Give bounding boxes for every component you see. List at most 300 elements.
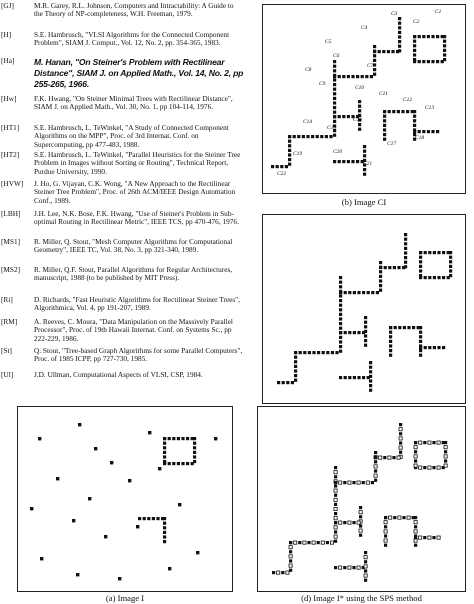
tree-pixel [334, 484, 337, 487]
cluster-pixel [163, 526, 166, 529]
tree-pixel [423, 441, 426, 444]
tree-pixel [289, 564, 292, 567]
tree-pixel [339, 345, 342, 348]
tree-pixel [419, 335, 422, 338]
terminal-pixel [72, 519, 75, 522]
tree-pixel [399, 423, 402, 426]
tree-pixel [384, 534, 387, 537]
tree-pixel [334, 498, 337, 501]
tree-pixel [373, 50, 376, 53]
tree-pixel [379, 284, 382, 287]
tree-pixel [394, 326, 397, 329]
tree-pixel [333, 115, 336, 118]
tree-pixel [419, 340, 422, 343]
tree-pixel [348, 566, 351, 569]
tree-pixel [369, 384, 372, 387]
tree-pixel [339, 317, 342, 320]
tree-pixel [378, 50, 381, 53]
tree-pixel [443, 40, 446, 43]
tree-pixel [333, 111, 336, 114]
tree-pixel [317, 541, 320, 544]
tree-pixel [288, 140, 291, 143]
tree-pixel [333, 97, 336, 100]
tree-pixel [371, 291, 374, 294]
tree-pixel [389, 331, 392, 334]
tree-pixel [404, 251, 407, 254]
reference-key: [MS2] [1, 265, 21, 274]
tree-pixel [413, 124, 416, 127]
tree-pixel [369, 366, 372, 369]
tree-pixel [373, 54, 376, 57]
cluster-pixel [163, 446, 166, 449]
tree-pixel [444, 455, 447, 458]
terminal-pixel [30, 507, 33, 510]
tree-pixel [443, 58, 446, 61]
tree-pixel [437, 441, 440, 444]
tree-pixel [422, 35, 425, 38]
tree-pixel [343, 566, 346, 569]
component-label: C20 [333, 149, 343, 155]
tree-pixel [433, 251, 436, 254]
tree-pixel [285, 165, 288, 168]
tree-pixel [392, 456, 395, 459]
tree-pixel [334, 566, 337, 569]
tree-pixel [339, 340, 342, 343]
tree-pixel [374, 465, 377, 468]
tree-pixel [428, 276, 431, 279]
component-label: C4 [361, 25, 368, 31]
tree-pixel [359, 534, 362, 537]
tree-pixel [393, 516, 396, 519]
tree-pixel [366, 481, 369, 484]
tree-pixel [419, 269, 422, 272]
tree-pixel [342, 160, 345, 163]
tree-pixel [363, 173, 366, 176]
tree-pixel [271, 165, 274, 168]
tree-pixel [294, 374, 297, 377]
cluster-pixel [181, 437, 184, 440]
tree-pixel [407, 516, 410, 519]
cluster-pixel [138, 517, 141, 520]
tree-pixel [389, 516, 392, 519]
tree-pixel [334, 530, 337, 533]
component-label: C13 [425, 105, 435, 111]
tree-pixel [379, 270, 382, 273]
tree-pixel [357, 291, 360, 294]
tree-pixel [428, 346, 431, 349]
cluster-pixel [163, 455, 166, 458]
reference-key: [HT1] [1, 123, 20, 132]
tree-pixel [413, 40, 416, 43]
cluster-pixel [172, 437, 175, 440]
reference-text: Q. Stout, "Tree-based Graph Algorithms for some Parallel Computers", Proc. of 1985 ICPP, pp 727-730, 1985. [34, 346, 243, 364]
tree-pixel [343, 481, 346, 484]
component-label: C17 [387, 141, 397, 147]
tree-pixel [348, 521, 351, 524]
reference-key: [HVW] [1, 179, 24, 188]
tree-pixel [334, 494, 337, 497]
tree-pixel [302, 135, 305, 138]
tree-pixel [331, 351, 334, 354]
tree-pixel [334, 540, 337, 543]
tree-pixel [364, 339, 367, 342]
tree-pixel [397, 110, 400, 113]
terminal-pixel [118, 577, 121, 580]
tree-pixel [398, 45, 401, 48]
tree-pixel [288, 144, 291, 147]
reference-text: D. Richards, "Fast Heuristic Algorithms for Rectilinear Steiner Trees", Algorithmica, Vol. 4, pp 191-207, 1989. [34, 295, 240, 313]
tree-pixel [414, 441, 417, 444]
tree-pixel [404, 247, 407, 250]
tree-pixel [433, 346, 436, 349]
tree-pixel [294, 369, 297, 372]
tree-pixel [399, 446, 402, 449]
tree-pixel [347, 75, 350, 78]
tree-pixel [326, 351, 329, 354]
tree-pixel [371, 481, 374, 484]
tree-pixel [333, 120, 336, 123]
tree-pixel [359, 506, 362, 509]
cluster-pixel [147, 517, 150, 520]
tree-pixel [334, 471, 337, 474]
tree-pixel [379, 275, 382, 278]
tree-pixel [436, 130, 439, 133]
cluster-pixel [163, 442, 166, 445]
tree-pixel [444, 459, 447, 462]
tree-pixel [339, 308, 342, 311]
tree-pixel [432, 466, 435, 469]
terminal-pixel [38, 437, 41, 440]
tree-pixel [339, 327, 342, 330]
reference-key: [Hw] [1, 94, 17, 103]
tree-pixel [294, 356, 297, 359]
tree-pixel [384, 544, 387, 547]
tree-pixel [352, 481, 355, 484]
figure-a-image [18, 407, 232, 591]
tree-pixel [333, 106, 336, 109]
tree-pixel [339, 294, 342, 297]
tree-pixel [431, 130, 434, 133]
tree-pixel [427, 130, 430, 133]
terminal-pixel [136, 525, 139, 528]
tree-pixel [363, 150, 366, 153]
cluster-pixel [193, 442, 196, 445]
tree-pixel [398, 326, 401, 329]
tree-pixel [365, 75, 368, 78]
tree-pixel [437, 536, 440, 539]
tree-pixel [398, 17, 401, 20]
tree-pixel [419, 256, 422, 259]
tree-pixel [399, 437, 402, 440]
tree-pixel [418, 35, 421, 38]
tree-pixel [320, 135, 323, 138]
tree-pixel [383, 456, 386, 459]
tree-pixel [419, 326, 422, 329]
tree-pixel [443, 53, 446, 56]
tree-pixel [389, 335, 392, 338]
tree-pixel [444, 450, 447, 453]
tree-pixel [413, 35, 416, 38]
tree-pixel [363, 145, 366, 148]
tree-pixel [333, 60, 336, 63]
tree-pixel [317, 351, 320, 354]
tree-pixel [339, 285, 342, 288]
tree-pixel [379, 261, 382, 264]
cluster-pixel [163, 540, 166, 543]
tree-pixel [357, 331, 360, 334]
tree-pixel [437, 276, 440, 279]
tree-pixel [344, 376, 347, 379]
tree-pixel [342, 75, 345, 78]
reference-text: J. Ho, G. Vijayan, C.K. Wong, "A New Approach to the Rectilinear Steiner Tree Problem", Proc. of 26th ACM/IEEE Design Automation Conf., 1989. [34, 179, 236, 205]
tree-pixel [428, 536, 431, 539]
tree-pixel [364, 565, 367, 568]
terminal-pixel [56, 477, 59, 480]
tree-pixel [449, 256, 452, 259]
terminal-pixel [40, 557, 43, 560]
terminal-pixel [168, 567, 171, 570]
component-label: C11 [379, 91, 388, 97]
tree-pixel [379, 279, 382, 282]
tree-pixel [351, 160, 354, 163]
tree-pixel [353, 291, 356, 294]
tree-pixel [449, 269, 452, 272]
tree-pixel [424, 346, 427, 349]
tree-pixel [404, 261, 407, 264]
tree-pixel [373, 59, 376, 62]
tree-pixel [424, 276, 427, 279]
tree-pixel [376, 291, 379, 294]
reference-key: [Ri] [1, 295, 13, 304]
terminal-pixel [128, 479, 131, 482]
tree-pixel [364, 569, 367, 572]
tree-pixel [303, 351, 306, 354]
tree-pixel [398, 31, 401, 34]
tree-pixel [449, 265, 452, 268]
reference-key: [LBH] [1, 209, 21, 218]
reference-key: [St] [1, 346, 12, 355]
component-label: C7 [367, 63, 374, 69]
tree-pixel [364, 579, 367, 582]
tree-pixel [282, 381, 285, 384]
tree-pixel [299, 351, 302, 354]
tree-pixel [437, 466, 440, 469]
tree-pixel [289, 541, 292, 544]
tree-pixel [392, 110, 395, 113]
tree-pixel [343, 521, 346, 524]
tree-pixel [414, 446, 417, 449]
tree-pixel [442, 251, 445, 254]
tree-pixel [339, 331, 342, 334]
tree-pixel [339, 336, 342, 339]
tree-pixel [307, 541, 310, 544]
tree-pixel [384, 521, 387, 524]
tree-pixel [373, 68, 376, 71]
tree-pixel [289, 555, 292, 558]
tree-pixel [344, 331, 347, 334]
figure-b-caption: (b) Image CI [341, 197, 387, 207]
tree-pixel [389, 349, 392, 352]
tree-pixel [374, 451, 377, 454]
tree-pixel [344, 291, 347, 294]
cluster-pixel [163, 517, 166, 520]
tree-pixel [402, 266, 405, 269]
tree-pixel [384, 530, 387, 533]
tree-pixel [356, 75, 359, 78]
component-label: C22 [277, 171, 287, 177]
tree-pixel [384, 266, 387, 269]
tree-pixel [422, 60, 425, 63]
tree-pixel [339, 376, 342, 379]
reference-text: J.H. Lee, N.K. Bose, F.K. Hwang, "Use of Steiner's Problem in Sub-optimal Routing in Rectilinear Metric", IEEE TCS, pp 470-476, 1976. [34, 209, 239, 227]
tree-pixel [374, 469, 377, 472]
tree-pixel [437, 251, 440, 254]
tree-pixel [418, 130, 421, 133]
tree-pixel [288, 149, 291, 152]
tree-pixel [436, 60, 439, 63]
tree-pixel [348, 291, 351, 294]
cluster-pixel [163, 522, 166, 525]
tree-pixel [413, 110, 416, 113]
tree-pixel [431, 60, 434, 63]
tree-pixel [288, 158, 291, 161]
tree-pixel [374, 474, 377, 477]
tree-pixel [357, 376, 360, 379]
tree-pixel [321, 541, 324, 544]
reference-key: [H] [1, 30, 12, 39]
tree-pixel [423, 536, 426, 539]
tree-pixel [397, 456, 400, 459]
tree-pixel [348, 331, 351, 334]
tree-pixel [330, 541, 333, 544]
tree-pixel [449, 260, 452, 263]
tree-pixel [364, 334, 367, 337]
tree-pixel [362, 291, 365, 294]
component-label: C8 [305, 67, 312, 73]
tree-pixel [419, 441, 422, 444]
figure-d-caption: (d) Image I* using the SPS method [301, 593, 422, 603]
cluster-pixel [163, 437, 166, 440]
tree-pixel [419, 265, 422, 268]
tree-pixel [333, 75, 336, 78]
tree-pixel [370, 75, 373, 78]
component-label: C1 [435, 9, 442, 15]
tree-pixel [294, 365, 297, 368]
tree-pixel [364, 551, 367, 554]
tree-pixel [339, 481, 342, 484]
figure-c-image [263, 215, 465, 403]
tree-pixel [322, 351, 325, 354]
tree-pixel [391, 50, 394, 53]
reference-text: M.R. Garey, R.L. Johnson, Computers and Intractability: A Guide to the Theory of NP-completeness, W.H. Freeman, 1979. [34, 1, 234, 19]
tree-pixel [334, 507, 337, 510]
tree-pixel [291, 381, 294, 384]
tree-pixel [443, 44, 446, 47]
tree-pixel [357, 481, 360, 484]
terminal-pixel [88, 497, 91, 500]
tree-pixel [404, 242, 407, 245]
tree-pixel [358, 128, 361, 131]
reference-key: [Ha] [1, 56, 15, 65]
reference-text: R. Miller, Q.F. Stout, Parallel Algorithms for Regular Architectures, manuscript, 1988 (to be published by MIT Press). [34, 265, 233, 283]
tree-pixel [389, 354, 392, 357]
tree-pixel [379, 456, 382, 459]
tree-pixel [334, 535, 337, 538]
tree-pixel [379, 289, 382, 292]
tree-pixel [383, 138, 386, 141]
tree-pixel [414, 450, 417, 453]
tree-pixel [316, 135, 319, 138]
terminal-pixel [110, 461, 113, 464]
tree-pixel [413, 49, 416, 52]
reference-key: [RM] [1, 317, 18, 326]
tree-pixel [359, 515, 362, 518]
tree-pixel [374, 479, 377, 482]
tree-pixel [374, 460, 377, 463]
reference-text: J.D. Ullman, Computational Aspects of VLSI, CSP, 1984. [34, 370, 203, 379]
cluster-pixel [163, 451, 166, 454]
tree-pixel [399, 441, 402, 444]
tree-pixel [352, 566, 355, 569]
tree-pixel [338, 160, 341, 163]
component-label: C10 [355, 85, 365, 91]
tree-pixel [298, 541, 301, 544]
tree-pixel [414, 530, 417, 533]
cluster-pixel [168, 437, 171, 440]
tree-pixel [359, 524, 362, 527]
tree-pixel [398, 35, 401, 38]
tree-pixel [427, 35, 430, 38]
terminal-pixel [148, 431, 151, 434]
tree-pixel [358, 109, 361, 112]
figure-d-panel [257, 406, 466, 592]
tree-pixel [347, 160, 350, 163]
tree-pixel [404, 238, 407, 241]
tree-pixel [348, 376, 351, 379]
tree-pixel [398, 22, 401, 25]
tree-pixel [277, 381, 280, 384]
cluster-pixel [193, 437, 196, 440]
tree-pixel [288, 163, 291, 166]
tree-pixel [419, 260, 422, 263]
cluster-pixel [193, 446, 196, 449]
tree-pixel [414, 536, 417, 539]
reference-text: M. Hanan, "On Steiner's Problem with Rectilinear Distance", SIAM J. on Applied Math., Vol. 14, No. 2, pp 255-265, 1966. [34, 57, 244, 90]
component-label: C3 [391, 11, 398, 17]
tree-pixel [389, 340, 392, 343]
cluster-pixel [186, 437, 189, 440]
tree-pixel [342, 115, 345, 118]
tree-pixel [312, 541, 315, 544]
tree-pixel [347, 115, 350, 118]
tree-pixel [374, 456, 377, 459]
tree-pixel [308, 351, 311, 354]
tree-pixel [352, 521, 355, 524]
tree-pixel [389, 326, 392, 329]
tree-pixel [399, 451, 402, 454]
terminal-pixel [196, 551, 199, 554]
tree-pixel [339, 281, 342, 284]
tree-pixel [389, 344, 392, 347]
tree-pixel [396, 50, 399, 53]
tree-pixel [357, 521, 360, 524]
component-label: C19 [293, 151, 303, 157]
cluster-pixel [186, 462, 189, 465]
tree-pixel [334, 503, 337, 506]
cluster-pixel [163, 535, 166, 538]
tree-pixel [398, 40, 401, 43]
tree-pixel [367, 291, 370, 294]
